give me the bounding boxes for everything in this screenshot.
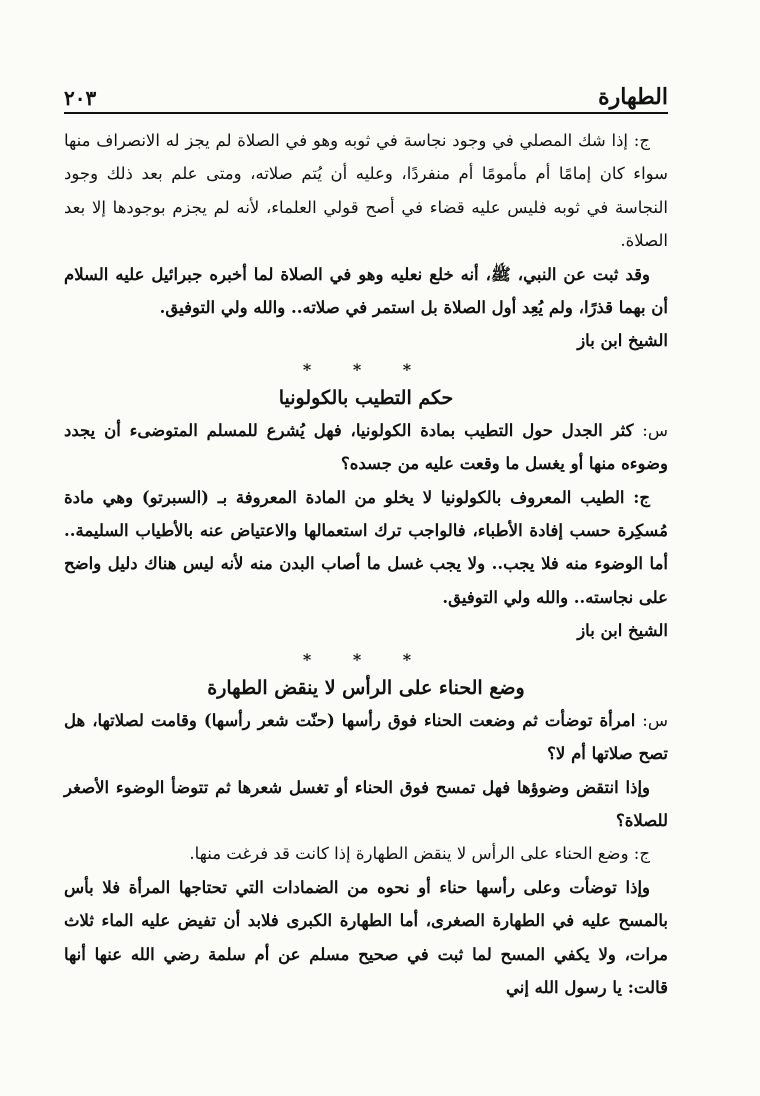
page-number: ٢٠٣ <box>64 86 97 110</box>
question-mark: س: <box>642 710 668 730</box>
section-title: حكم التطيب بالكولونيا <box>278 386 454 409</box>
answer-paragraph: وقد ثبت عن النبي، ﷺ، أنه خلع نعليه وهو في الصلاة لما أخبره جبرائيل عليه السلام أن بهما قذرًا، ولم يُعِد أول الصلاة بل استمر في صلاته.. والله ولي التوفيق. <box>64 264 668 318</box>
running-title: الطهارة <box>598 84 668 110</box>
answer-paragraph: ج: إذا شك المصلي في وجود نجاسة في ثوبه وهو في الصلاة لم يجز له الانصراف منها سواء كان إمامًا أم مأمومًا أم منفردًا، وعليه أن يُتم صلاته، ومتى علم بعد ذلك وجود النجاسة في ثوبه فليس عليه قضاء في أصح قولي العلماء، لأنه لم يجزم بوجودها إلا بعد الصلاة. <box>64 131 668 251</box>
question-text: كثر الجدل حول التطيب بمادة الكولونيا، فهل يُشرع للمسلم المتوضىء أن يجدد وضوءه منها أو يغسل ما وقعت عليه من جسده؟ <box>64 420 668 474</box>
question-text: امرأة توضأت ثم وضعت الحناء فوق رأسها (حنّت شعر رأسها) وقامت لصلاتها، هل تصح صلاتها أم لا؟ <box>64 710 668 764</box>
answer-paragraph: ج: الطيب المعروف بالكولونيا لا يخلو من المادة المعروفة بـ (السبرتو) وهي مادة مُسكِرة حسب إفادة الأطباء، فالواجب ترك استعمالها والاعتياض عنه بالأطياب السليمة.. أما الوضوء منه فلا يجب.. ولا يجب غسل ما أصاب البدن منه لأنه ليس هناك دليل واضح على نجاسته.. والله ولي التوفيق. <box>64 487 668 607</box>
question-mark: س: <box>642 420 668 440</box>
answer-paragraph: وإذا توضأت وعلى رأسها حناء أو نحوه من الضمادات التي تحتاجها المرأة فلا بأس بالمسح عليه في الطهارة الصغرى، أما الطهارة الكبرى فلابد أن تفيض عليه الماء ثلاث مرات، ولا يكفي المسح لما ثبت في صحيح مسلم عن أم سلمة رضي الله عنها أنها قالت: يا رسول الله إني <box>64 877 668 997</box>
section-separator: * * * <box>302 649 430 669</box>
header-rule <box>64 112 668 114</box>
question-paragraph <box>64 704 668 771</box>
question-paragraph: وإذا انتقض وضوؤها فهل تمسح فوق الحناء أو تغسل شعرها ثم تتوضأ الوضوء الأصغر للصلاة؟ <box>64 777 668 830</box>
page-body <box>64 124 668 1004</box>
question-paragraph <box>64 414 668 481</box>
signature: الشيخ ابن باز <box>577 331 668 351</box>
section-separator: * * * <box>302 359 430 379</box>
page-header <box>64 76 668 110</box>
signature: الشيخ ابن باز <box>577 621 668 641</box>
section-title: وضع الحناء على الرأس لا ينقض الطهارة <box>207 676 525 699</box>
answer-paragraph: ج: وضع الحناء على الرأس لا ينقض الطهارة إذا كانت قد فرغت منها. <box>189 844 650 864</box>
